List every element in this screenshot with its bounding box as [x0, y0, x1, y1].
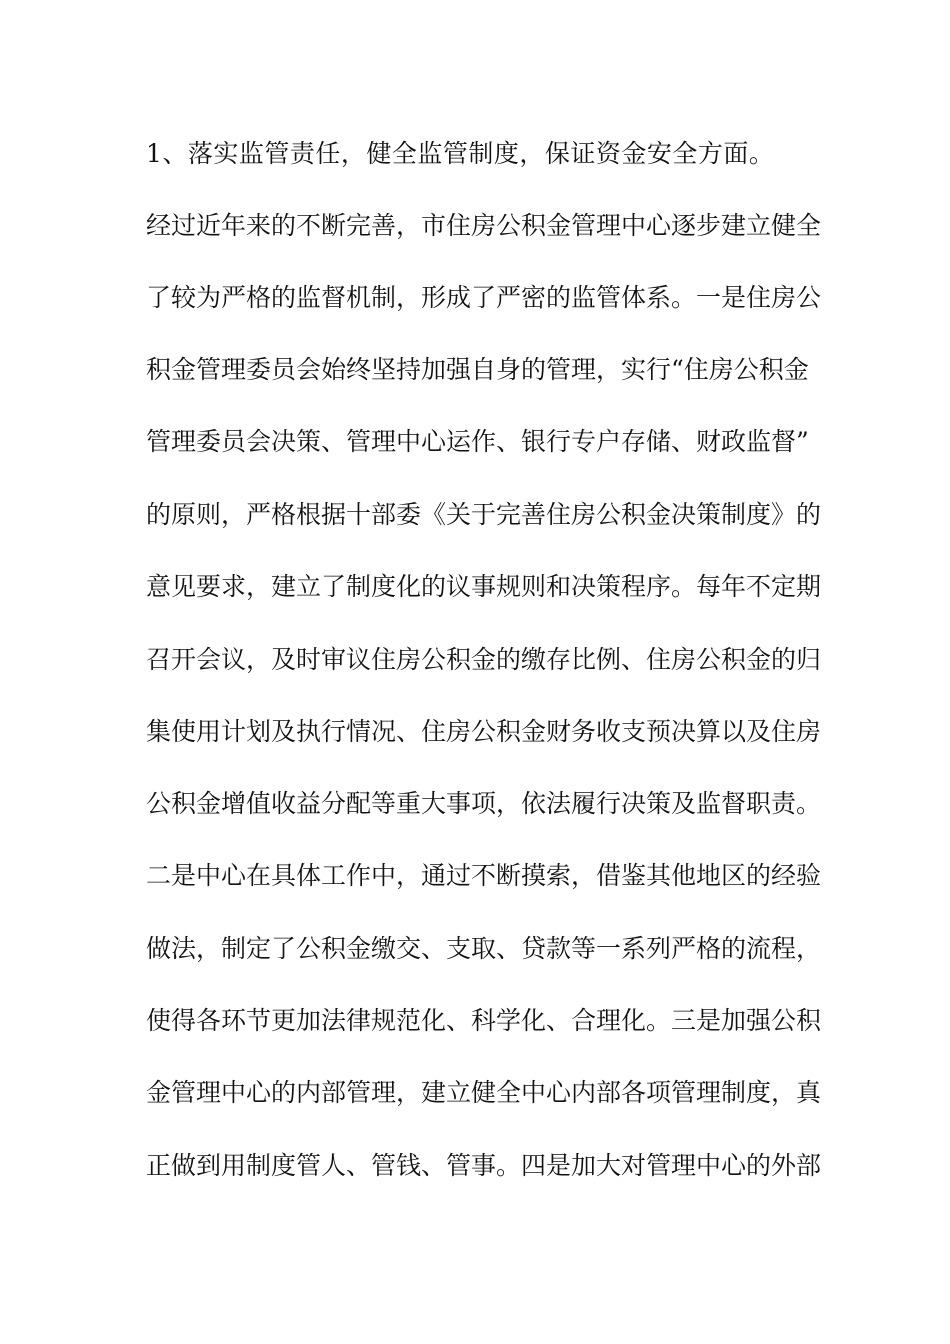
- paragraph-line: 集使用计划及执行情况、住房公积金财务收支预决算以及住房: [146, 717, 822, 746]
- paragraph-line: 的原则，严格根据十部委《关于完善住房公积金决策制度》的: [146, 500, 822, 529]
- paragraph-line: 积金管理委员会始终坚持加强自身的管理，实行“住房公积金: [146, 355, 809, 384]
- paragraph-line: 使得各环节更加法律规范化、科学化、合理化。三是加强公积: [146, 1006, 822, 1035]
- paragraph-line: 管理委员会决策、管理中心运作、银行专户存储、财政监督”: [146, 427, 809, 456]
- paragraph-line: 公积金增值收益分配等重大事项，依法履行决策及监督职责。: [146, 789, 822, 818]
- paragraph-line: 意见要求，建立了制度化的议事规则和决策程序。每年不定期: [146, 572, 822, 601]
- paragraph-line: 经过近年来的不断完善，市住房公积金管理中心逐步建立健全: [146, 211, 822, 240]
- paragraph-line: 二是中心在具体工作中，通过不断摸索，借鉴其他地区的经验: [146, 861, 822, 890]
- paragraph-line: 金管理中心的内部管理，建立健全中心内部各项管理制度，真: [146, 1078, 822, 1107]
- paragraph-line: 正做到用制度管人、管钱、管事。四是加大对管理中心的外部: [146, 1151, 822, 1180]
- paragraph-line: 了较为严格的监督机制，形成了严密的监管体系。一是住房公: [146, 283, 822, 312]
- section-heading: 1、落实监管责任，健全监管制度，保证资金安全方面。: [146, 139, 775, 168]
- paragraph-line: 做法，制定了公积金缴交、支取、贷款等一系列严格的流程，: [146, 934, 822, 963]
- paragraph-line: 召开会议，及时审议住房公积金的缴存比例、住房公积金的归: [146, 645, 822, 674]
